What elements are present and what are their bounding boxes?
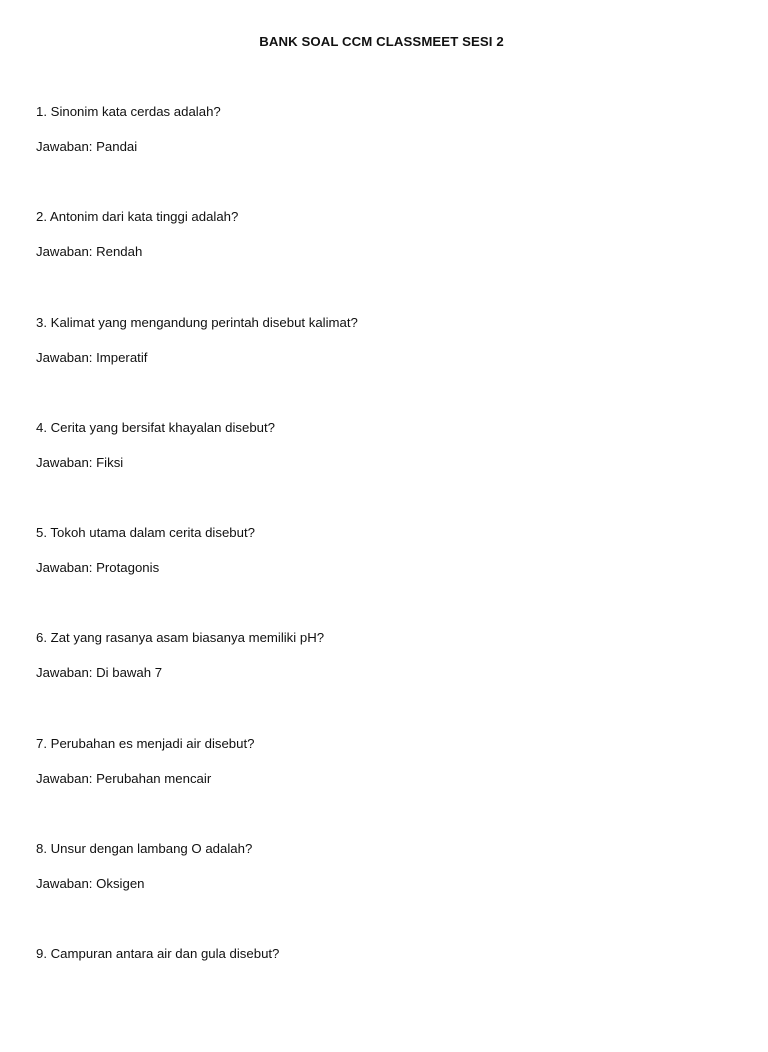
answer-text: Jawaban: Perubahan mencair [36,770,212,786]
question-text: 1. Sinonim kata cerdas adalah? [36,104,221,119]
question-text: 6. Zat yang rasanya asam biasanya memiliki pH? [36,630,325,646]
question-item [36,525,736,630]
answer-text: Jawaban: Imperatif [36,349,148,365]
question-text: 3. Kalimat yang mengandung perintah disebut kalimat? [36,314,358,330]
question-item [36,420,736,525]
question-text: 2. Antonim dari kata tinggi adalah? [36,209,239,225]
answer-text: Jawaban: Rendah [36,244,143,260]
document-title: BANK SOAL CCM CLASSMEET SESI 2 [259,34,504,49]
question-text: 8. Unsur dengan lambang O adalah? [36,841,253,857]
question-item [36,104,736,209]
question-item [36,630,736,735]
question-item [36,946,736,1051]
question-text: 5. Tokoh utama dalam cerita disebut? [36,525,255,541]
answer-text: Jawaban: Oksigen [36,876,145,892]
answer-text: Jawaban: Protagonis [36,560,160,576]
question-item [36,209,736,314]
question-list [36,104,736,1052]
answer-text: Jawaban: Di bawah 7 [36,665,163,681]
question-text: 4. Cerita yang bersifat khayalan disebut? [36,419,275,435]
question-item [36,315,736,420]
question-text: 7. Perubahan es menjadi air disebut? [36,735,255,751]
answer-text: Jawaban: Pandai [36,139,138,154]
answer-text: Jawaban: Fiksi [36,454,124,470]
question-text: 9. Campuran antara air dan gula disebut? [36,946,280,962]
question-item [36,736,736,841]
question-item [36,841,736,946]
